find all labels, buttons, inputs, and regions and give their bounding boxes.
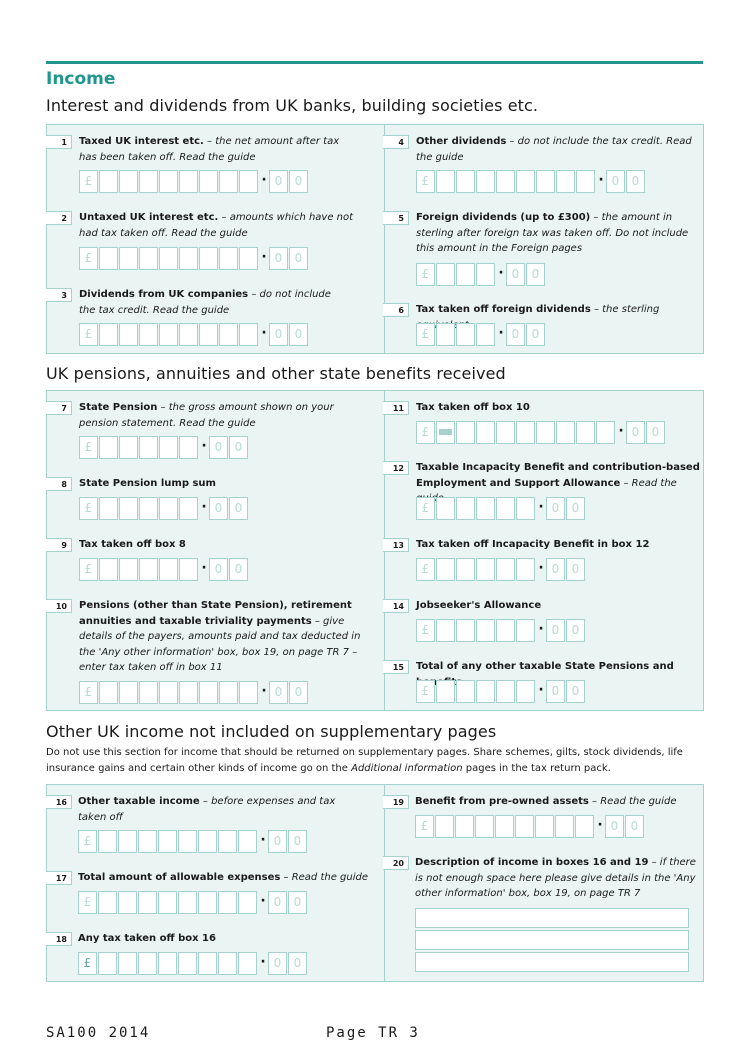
- box-number: 2: [46, 211, 72, 225]
- box-number: 6: [383, 303, 409, 317]
- box-9-label: Tax taken off box 8: [79, 539, 186, 550]
- box-2-amount-field[interactable]: £ · 0 0: [79, 247, 309, 270]
- box-6-label: Tax taken off foreign dividends – the sterling: [416, 304, 660, 315]
- top-rule: [46, 61, 703, 64]
- box-7-label: State Pension – the gross amount shown on your pension statement. Read the guide: [79, 402, 334, 429]
- box-3-label: Dividends from UK companies – do not include the tax credit. Read the guide: [79, 289, 331, 316]
- box-14-amount-field[interactable]: £ · 0 0: [416, 619, 586, 642]
- box-17-amount-field[interactable]: £ · 0 0: [78, 891, 308, 914]
- page-number: Page TR 3: [326, 1025, 420, 1041]
- box-8-label: State Pension lump sum: [79, 478, 216, 489]
- box-17-label: Total amount of allowable expenses – Read the guide: [78, 872, 369, 883]
- intro-text-1: Do not use this section for income that should be returned on supplementary pages. Share schemes, gilts, stock dividends, life insurance gains and certain other kinds of income go on the: [46, 747, 683, 774]
- box-number: 19: [383, 795, 409, 809]
- box-3-amount-field[interactable]: £ · 0 0: [79, 323, 309, 346]
- box-5-amount-field[interactable]: £ · 0 0: [416, 263, 546, 286]
- intro-text-2: pages in the tax return pack.: [462, 763, 611, 774]
- box-number: 15: [383, 660, 409, 674]
- box-number: 4: [383, 135, 409, 149]
- box-number: 13: [383, 538, 409, 552]
- box-20-label: Description of income in boxes 16 and 19 – if there is not enough space here please give details in the 'Any other information' box, box 19, on page TR 7: [415, 857, 696, 899]
- box-number: 20: [383, 856, 409, 870]
- box-13-label: Tax taken off Incapacity Benefit in box 12: [416, 539, 650, 550]
- box-12-label: Taxable Incapacity Benefit and contribution-based Employment and Support Allowance – Read the: [416, 462, 700, 489]
- box-6-amount-field[interactable]: £ · 0 0: [416, 323, 546, 346]
- page-title: Income: [46, 69, 116, 89]
- box-16-amount-field[interactable]: £ · 0 0: [78, 830, 308, 853]
- section-heading-other-income: Other UK income not included on supplementary pages: [46, 722, 497, 741]
- box-number: 3: [46, 288, 72, 302]
- box-number: 18: [46, 932, 72, 946]
- box-4-amount-field[interactable]: £ · 0 0: [416, 170, 646, 193]
- other-income-intro: [46, 745, 706, 777]
- section-heading-interest: Interest and dividends from UK banks, building societies etc.: [46, 96, 539, 115]
- section-heading-pensions: UK pensions, annuities and other state benefits received: [46, 364, 506, 383]
- box-16-label: Other taxable income – before expenses and tax taken off: [78, 796, 336, 823]
- box-9-amount-field[interactable]: £ · 0 0: [79, 558, 249, 581]
- box-number: 14: [383, 599, 409, 613]
- box-15-amount-field[interactable]: £ · 0 0: [416, 680, 586, 703]
- box-11-amount-field[interactable]: £ · 0 0: [416, 421, 666, 444]
- box-1-amount-field[interactable]: £ · 0 0: [79, 170, 309, 193]
- box-number: 8: [46, 477, 72, 491]
- box-20-description-line[interactable]: [415, 908, 689, 928]
- box-10-label: Pensions (other than State Pension), retirement annuities and taxable triviality payments – give details of the payers, amounts paid and tax deducted in the 'Any other information' box, box 19, on page TR 7 – enter tax taken off in box 11: [79, 600, 361, 673]
- form-reference: SA100 2014: [46, 1025, 151, 1041]
- box-18-label: Any tax taken off box 16: [78, 933, 216, 944]
- box-4-label: Other dividends – do not include the tax credit. Read the guide: [416, 136, 692, 163]
- box-number: 10: [46, 599, 72, 613]
- box-number: 7: [46, 401, 72, 415]
- box-number: 5: [383, 211, 409, 225]
- box-15-label: Total of any other taxable State Pensions and: [416, 661, 674, 672]
- box-19-label: Benefit from pre-owned assets – Read the guide: [415, 796, 677, 807]
- box-5-label: Foreign dividends (up to £300) – the amount in sterling after foreign tax was taken off. Do not include this amount in the Foreign pages: [416, 212, 689, 254]
- box-number: 17: [46, 871, 72, 885]
- box-number: 12: [383, 461, 409, 475]
- box-18-amount-field[interactable]: £ · 0 0: [78, 952, 308, 975]
- box-20-description-line[interactable]: [415, 930, 689, 950]
- box-1-label: Taxed UK interest etc. – the net amount after tax has been taken off. Read the guide: [79, 136, 340, 163]
- box-12-amount-field[interactable]: £ · 0 0: [416, 497, 586, 520]
- box-11-label: Tax taken off box 10: [416, 402, 530, 413]
- box-13-amount-field[interactable]: £ · 0 0: [416, 558, 586, 581]
- box-2-label: Untaxed UK interest etc. – amounts which have not had tax taken off. Read the guide: [79, 212, 354, 239]
- box-number: 9: [46, 538, 72, 552]
- box-number: 16: [46, 795, 72, 809]
- box-10-amount-field[interactable]: £ · 0 0: [79, 681, 309, 704]
- intro-text-italic: Additional information: [351, 763, 463, 774]
- box-7-amount-field[interactable]: £ · 0 0: [79, 436, 249, 459]
- box-14-label: Jobseeker's Allowance: [416, 600, 542, 611]
- box-number: 1: [46, 135, 72, 149]
- box-19-amount-field[interactable]: £ · 0 0: [415, 815, 645, 838]
- box-20-description-line[interactable]: [415, 952, 689, 972]
- box-8-amount-field[interactable]: £ · 0 0: [79, 497, 249, 520]
- box-number: 11: [383, 401, 409, 415]
